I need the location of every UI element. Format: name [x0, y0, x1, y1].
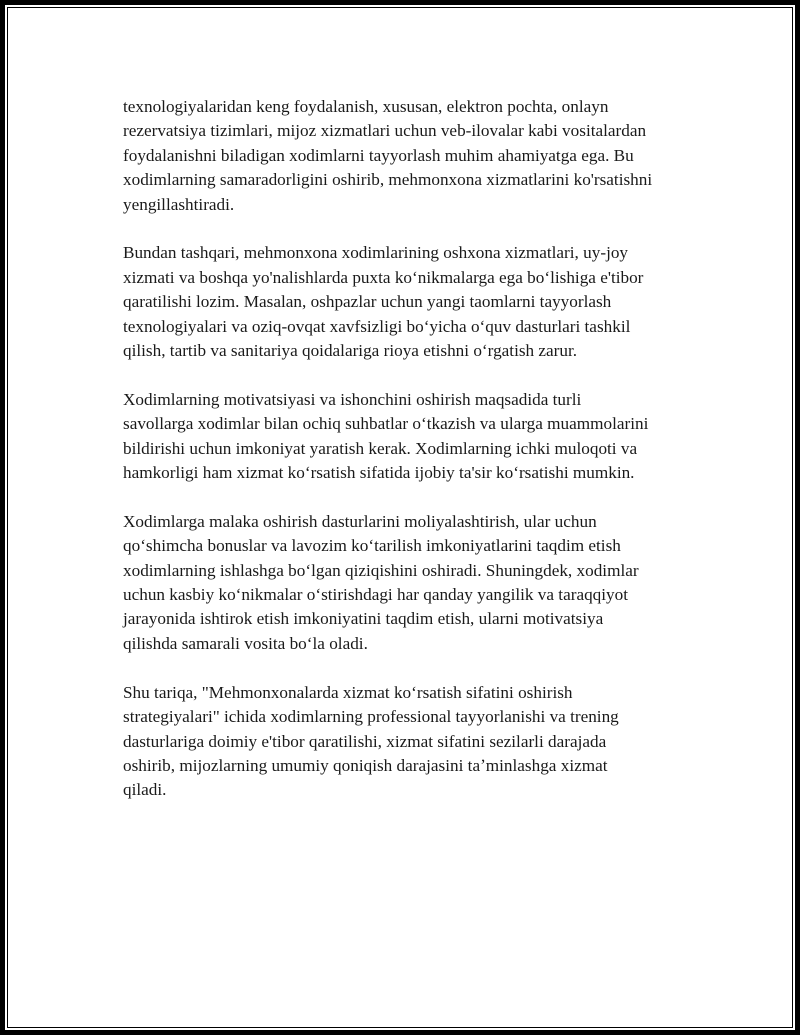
paragraph-line: qilish, tartib va sanitariya qoidalariga rioya etishni oʻrgatish zarur. — [123, 341, 578, 361]
document-body — [123, 95, 703, 827]
paragraph-line: uchun kasbiy koʻnikmalar oʻstirishdagi har qanday yangilik va taraqqiyot — [123, 585, 628, 605]
paragraph-line: jarayonida ishtirok etish imkoniyatini taqdim etish, ularni motivatsiya — [123, 609, 604, 629]
paragraph-3 — [123, 388, 703, 486]
paragraph-line: qiladi. — [123, 780, 167, 800]
paragraph-line: Bundan tashqari, mehmonxona xodimlarining oshxona xizmatlari, uy-joy — [123, 243, 629, 263]
paragraph-1 — [123, 95, 703, 217]
paragraph-line: xodimlarning ishlashga boʻlgan qiziqishini oshiradi. Shuningdek, xodimlar — [123, 560, 639, 580]
paragraph-line: foydalanishni biladigan xodimlarni tayyorlash muhim ahamiyatga ega. Bu — [123, 145, 634, 165]
paragraph-line: Xodimlarning motivatsiyasi va ishonchini oshirish maqsadida turli — [123, 389, 582, 409]
paragraph-line: xodimlarning samaradorligini oshirib, mehmonxona xizmatlarini ko'rsatishni — [123, 170, 653, 190]
paragraph-line: texnologiyalari va oziq-ovqat xavfsizligi boʻyicha oʻquv dasturlari tashkil — [123, 316, 631, 336]
paragraph-line: qaratilishi lozim. Masalan, oshpazlar uchun yangi taomlarni tayyorlash — [123, 292, 612, 312]
paragraph-line: savollarga xodimlar bilan ochiq suhbatlar oʻtkazish va ularga muammolarini — [123, 414, 649, 434]
paragraph-line: hamkorligi ham xizmat koʻrsatish sifatida ijobiy ta'sir koʻrsatishi mumkin. — [123, 463, 635, 483]
paragraph-line: qoʻshimcha bonuslar va lavozim koʻtarilish imkoniyatlarini taqdim etish — [123, 536, 621, 556]
paragraph-line: Xodimlarga malaka oshirish dasturlarini moliyalashtirish, ular uchun — [123, 511, 597, 531]
paragraph-line: Shu tariqa, "Mehmonxonalarda xizmat koʻrsatish sifatini oshirish — [123, 682, 573, 702]
paragraph-line: oshirib, mijozlarning umumiy qoniqish darajasini taʼminlashga xizmat — [123, 755, 608, 775]
paragraph-line: rezervatsiya tizimlari, mijoz xizmatlari uchun veb-ilovalar kabi vositalardan — [123, 121, 647, 141]
paragraph-line: strategiyalari" ichida xodimlarning professional tayyorlanishi va trening — [123, 707, 619, 727]
paragraph-line: dasturlariga doimiy e'tibor qaratilishi, xizmat sifatini sezilarli darajada — [123, 731, 607, 751]
paragraph-line: texnologiyalaridan keng foydalanish, xususan, elektron pochta, onlayn — [123, 97, 609, 116]
paragraph-5 — [123, 681, 703, 803]
paragraph-line: bildirishi uchun imkoniyat yaratish kerak. Xodimlarning ichki muloqoti va — [123, 438, 638, 458]
paragraph-4 — [123, 510, 703, 656]
paragraph-line: yengillashtiradi. — [123, 194, 235, 214]
paragraph-line: qilishda samarali vosita boʻla oladi. — [123, 633, 368, 653]
paragraph-line: xizmati va boshqa yo'nalishlarda puxta koʻnikmalarga ega boʻlishiga e'tibor — [123, 267, 644, 287]
paragraph-2 — [123, 241, 703, 363]
